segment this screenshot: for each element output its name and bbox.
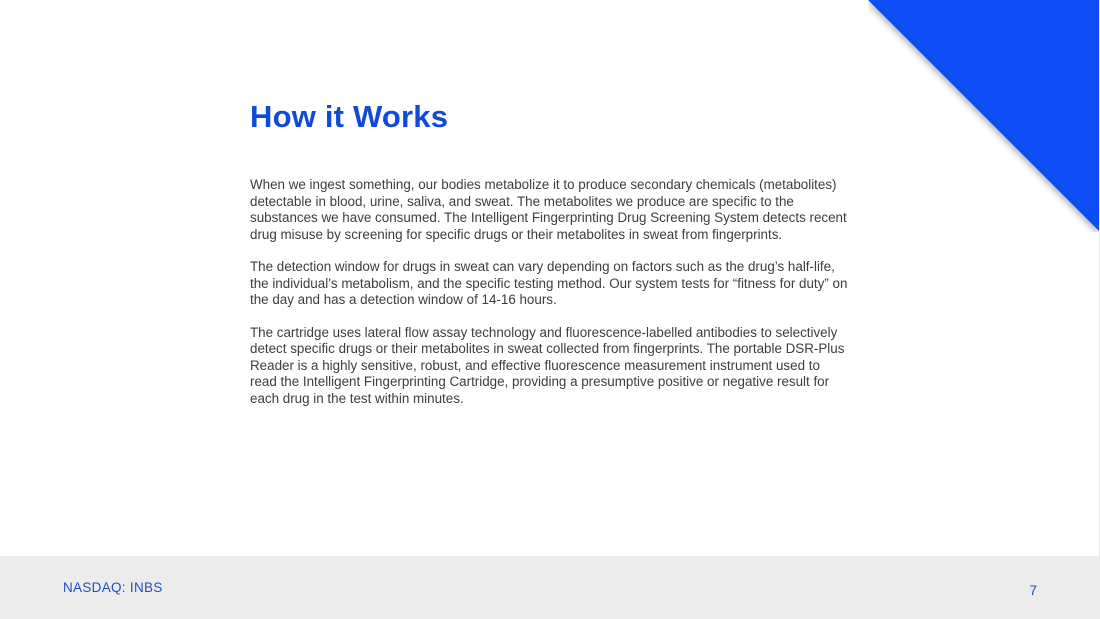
stock-ticker: NASDAQ: INBS — [63, 580, 163, 595]
paragraph-1: When we ingest something, our bodies metabolize it to produce secondary chemicals (metabolites) detectable in blood, urine, saliva, and sweat. The metabolites we produce are specific to the substances we have consumed. The Intelligent Fingerprinting Drug Screening System detects recent drug misuse by screening for specific drugs or their metabolites in sweat from fingerprints. — [250, 177, 847, 242]
page-number: 7 — [1029, 583, 1037, 598]
body-text — [250, 177, 850, 423]
paragraph-2: The detection window for drugs in sweat can vary depending on factors such as the drug’s half-life, the individual’s metabolism, and the specific testing method. Our system tests for “fitness for duty” on the day and has a detection window of 14-16 hours. — [250, 259, 848, 307]
slide-title: How it Works — [250, 99, 449, 134]
paragraph-3: The cartridge uses lateral flow assay technology and fluorescence-labelled antibodies to selectively detect specific drugs or their metabolites in sweat collected from fingerprints. The portable DSR-Plus Reader is a highly sensitive, robust, and effective fluorescence measurement instrument used to read the Intelligent Fingerprinting Cartridge, providing a presumptive positive or negative result for each drug in the test within minutes. — [250, 324, 845, 406]
footer-bar — [0, 556, 1100, 619]
corner-triangle-decoration — [868, 0, 1100, 232]
